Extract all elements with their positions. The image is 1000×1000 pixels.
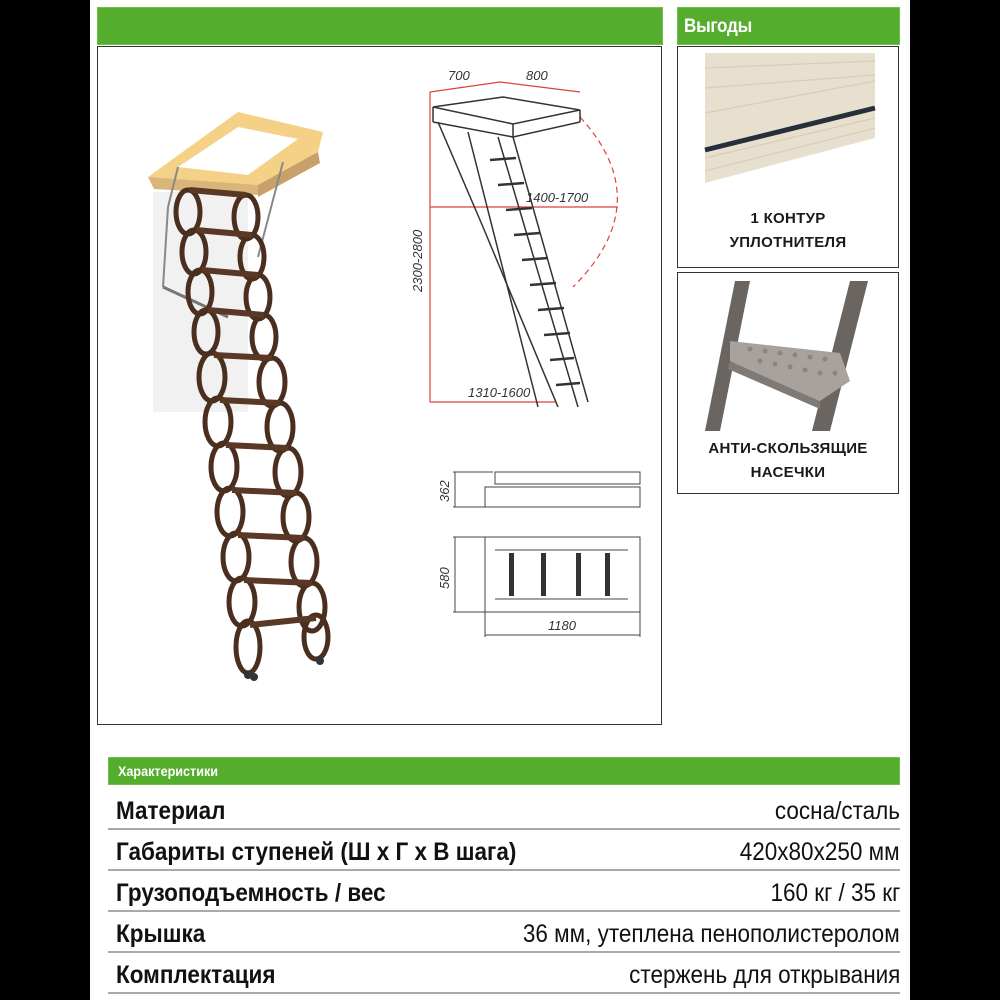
header-bar-left (97, 7, 663, 45)
spec-label: Габариты ступеней (Ш х Г х В шага) (116, 838, 517, 866)
dim-box-width: 580 (437, 567, 452, 589)
benefits-header (677, 7, 900, 45)
caption-line: НАСЕЧКИ (750, 464, 826, 481)
caption-line: 1 КОНТУР (750, 210, 826, 227)
dim-reach: 1400-1700 (526, 190, 589, 205)
benefit-card-anti-slip (677, 272, 899, 494)
spec-value: 420х80х250 мм (740, 838, 900, 866)
ladder-photo (108, 77, 368, 717)
spec-value: 36 мм, утеплена пенополистеролом (523, 920, 900, 948)
spec-label: Материал (116, 797, 226, 825)
spec-value: стержень для открывания (628, 961, 900, 989)
spec-label: Комплектация (116, 961, 276, 989)
spec-row-step-dimensions (108, 829, 900, 871)
benefit-caption-anti-slip (678, 437, 898, 485)
spec-label: Грузоподъемность / вес (116, 879, 386, 907)
specs-header (108, 757, 900, 785)
caption-line: УПЛОТНИТЕЛЯ (729, 234, 847, 251)
spec-value: 160 кг / 35 кг (770, 879, 900, 907)
anti-slip-step-photo (690, 281, 890, 431)
dim-base: 1310-1600 (468, 385, 531, 400)
dim-height: 2300-2800 (410, 229, 425, 292)
specs-title: Характеристики (118, 763, 219, 779)
spec-value: сосна/сталь (774, 797, 900, 825)
spec-row-material (108, 788, 900, 830)
dim-top-left: 700 (448, 68, 470, 83)
caption-line: АНТИ-СКОЛЬЗЯЩИЕ (708, 440, 868, 457)
dim-box-height: 362 (437, 480, 452, 502)
dim-top-right: 800 (526, 68, 548, 83)
dim-box-length: 1180 (548, 618, 576, 633)
spec-label: Крышка (116, 920, 206, 948)
benefit-caption-seal (678, 207, 898, 255)
box-views-drawing (433, 457, 663, 647)
spec-row-package (108, 952, 900, 994)
spec-row-lid (108, 911, 900, 953)
side-view-drawing (408, 62, 648, 422)
spec-row-load-weight (108, 870, 900, 912)
benefit-card-seal (677, 46, 899, 268)
benefits-title: Выгоды (684, 16, 752, 37)
seal-contour-photo (690, 53, 890, 183)
product-image-panel (97, 46, 662, 725)
product-sheet (90, 0, 910, 1000)
